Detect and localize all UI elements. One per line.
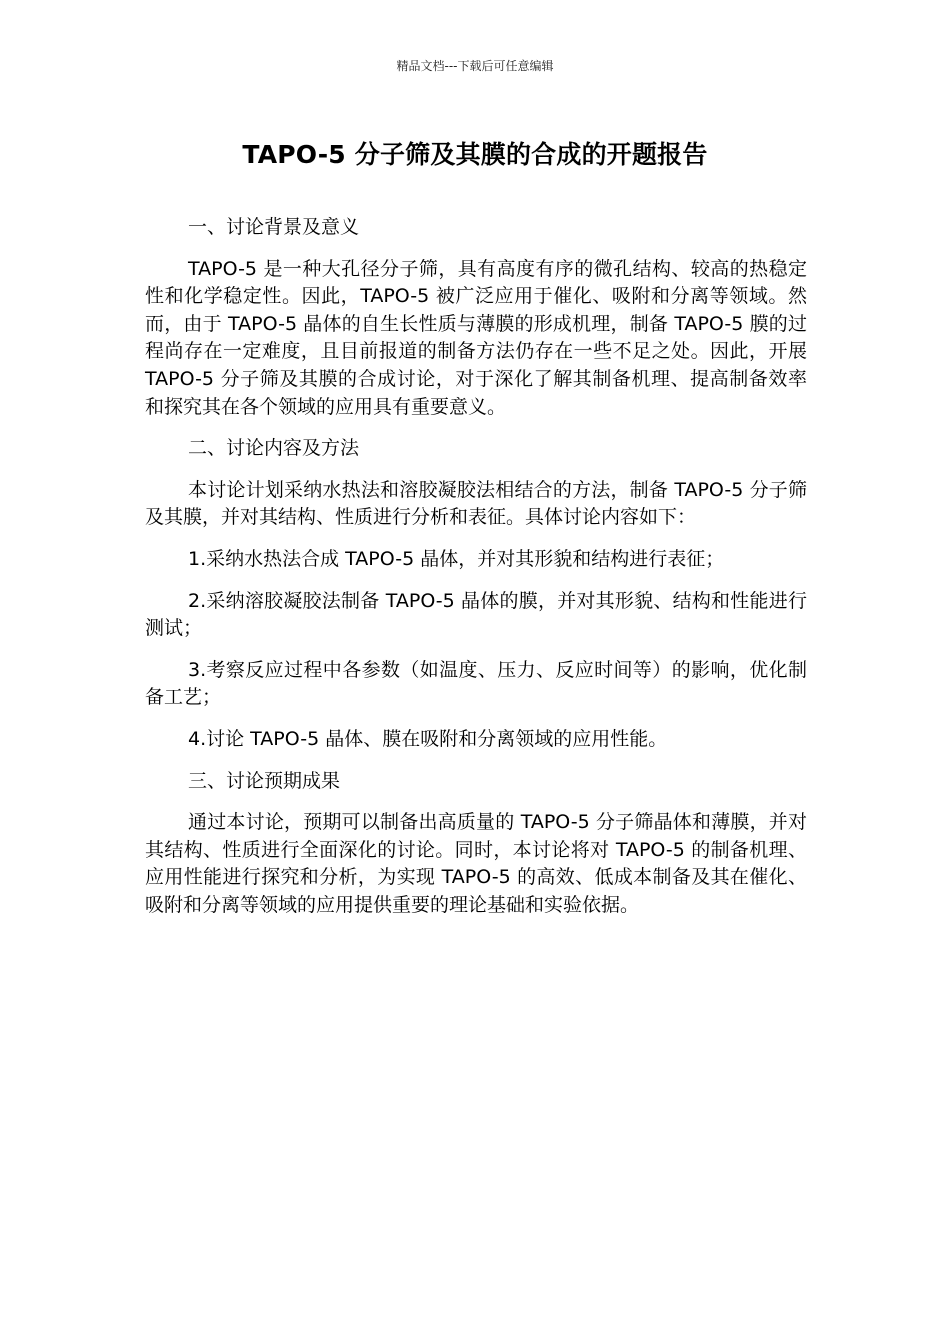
list-item-3: 3.考察反应过程中各参数（如温度、压力、反应时间等）的影响，优化制备工艺； bbox=[145, 658, 807, 709]
section-heading-content-methods: 二、讨论内容及方法 bbox=[188, 437, 360, 460]
document-title: TAPO-5 分子筛及其膜的合成的开题报告 bbox=[242, 140, 708, 169]
paragraph-background: TAPO-5 是一种大孔径分子筛，具有高度有序的微孔结构、较高的热稳定性和化学稳定性。因此，TAPO-5 被广泛应用于催化、吸附和分离等领域。然而，由于 TAPO-5 晶体的自生长性质与薄膜的形成机理，制备 TAPO-5 膜的过程尚存在一定难度，且目前报道的制备方法仍存在一些不足之处。因此，开展 TAPO-5 分子筛及其膜的合成讨论，对于深化了解其制备机理、提高制备效率和探究其在各个领域的应用具有重要意义。 bbox=[145, 257, 807, 418]
section-heading-expected-results: 三、讨论预期成果 bbox=[188, 769, 341, 792]
paragraph-expected-results: 通过本讨论，预期可以制备出高质量的 TAPO-5 分子筛晶体和薄膜，并对其结构、性质进行全面深化的讨论。同时，本讨论将对 TAPO-5 的制备机理、应用性能进行探究和分析，为实现 TAPO-5 的高效、低成本制备及其在催化、吸附和分离等领域的应用提供重要的理论基础和实验依据。 bbox=[145, 811, 807, 916]
document-body bbox=[145, 214, 807, 933]
page-header: 精品文档---下载后可任意编辑 bbox=[396, 59, 554, 73]
paragraph-methods-intro: 本讨论计划采纳水热法和溶胶凝胶法相结合的方法，制备 TAPO-5 分子筛及其膜，并对其结构、性质进行分析和表征。具体讨论内容如下： bbox=[145, 478, 807, 529]
list-item-2: 2.采纳溶胶凝胶法制备 TAPO-5 晶体的膜，并对其形貌、结构和性能进行测试； bbox=[145, 589, 807, 640]
list-item-4: 4.讨论 TAPO-5 晶体、膜在吸附和分离领域的应用性能。 bbox=[188, 727, 668, 750]
list-item-1: 1.采纳水热法合成 TAPO-5 晶体，并对其形貌和结构进行表征； bbox=[188, 547, 725, 570]
section-heading-background: 一、讨论背景及意义 bbox=[188, 216, 360, 238]
